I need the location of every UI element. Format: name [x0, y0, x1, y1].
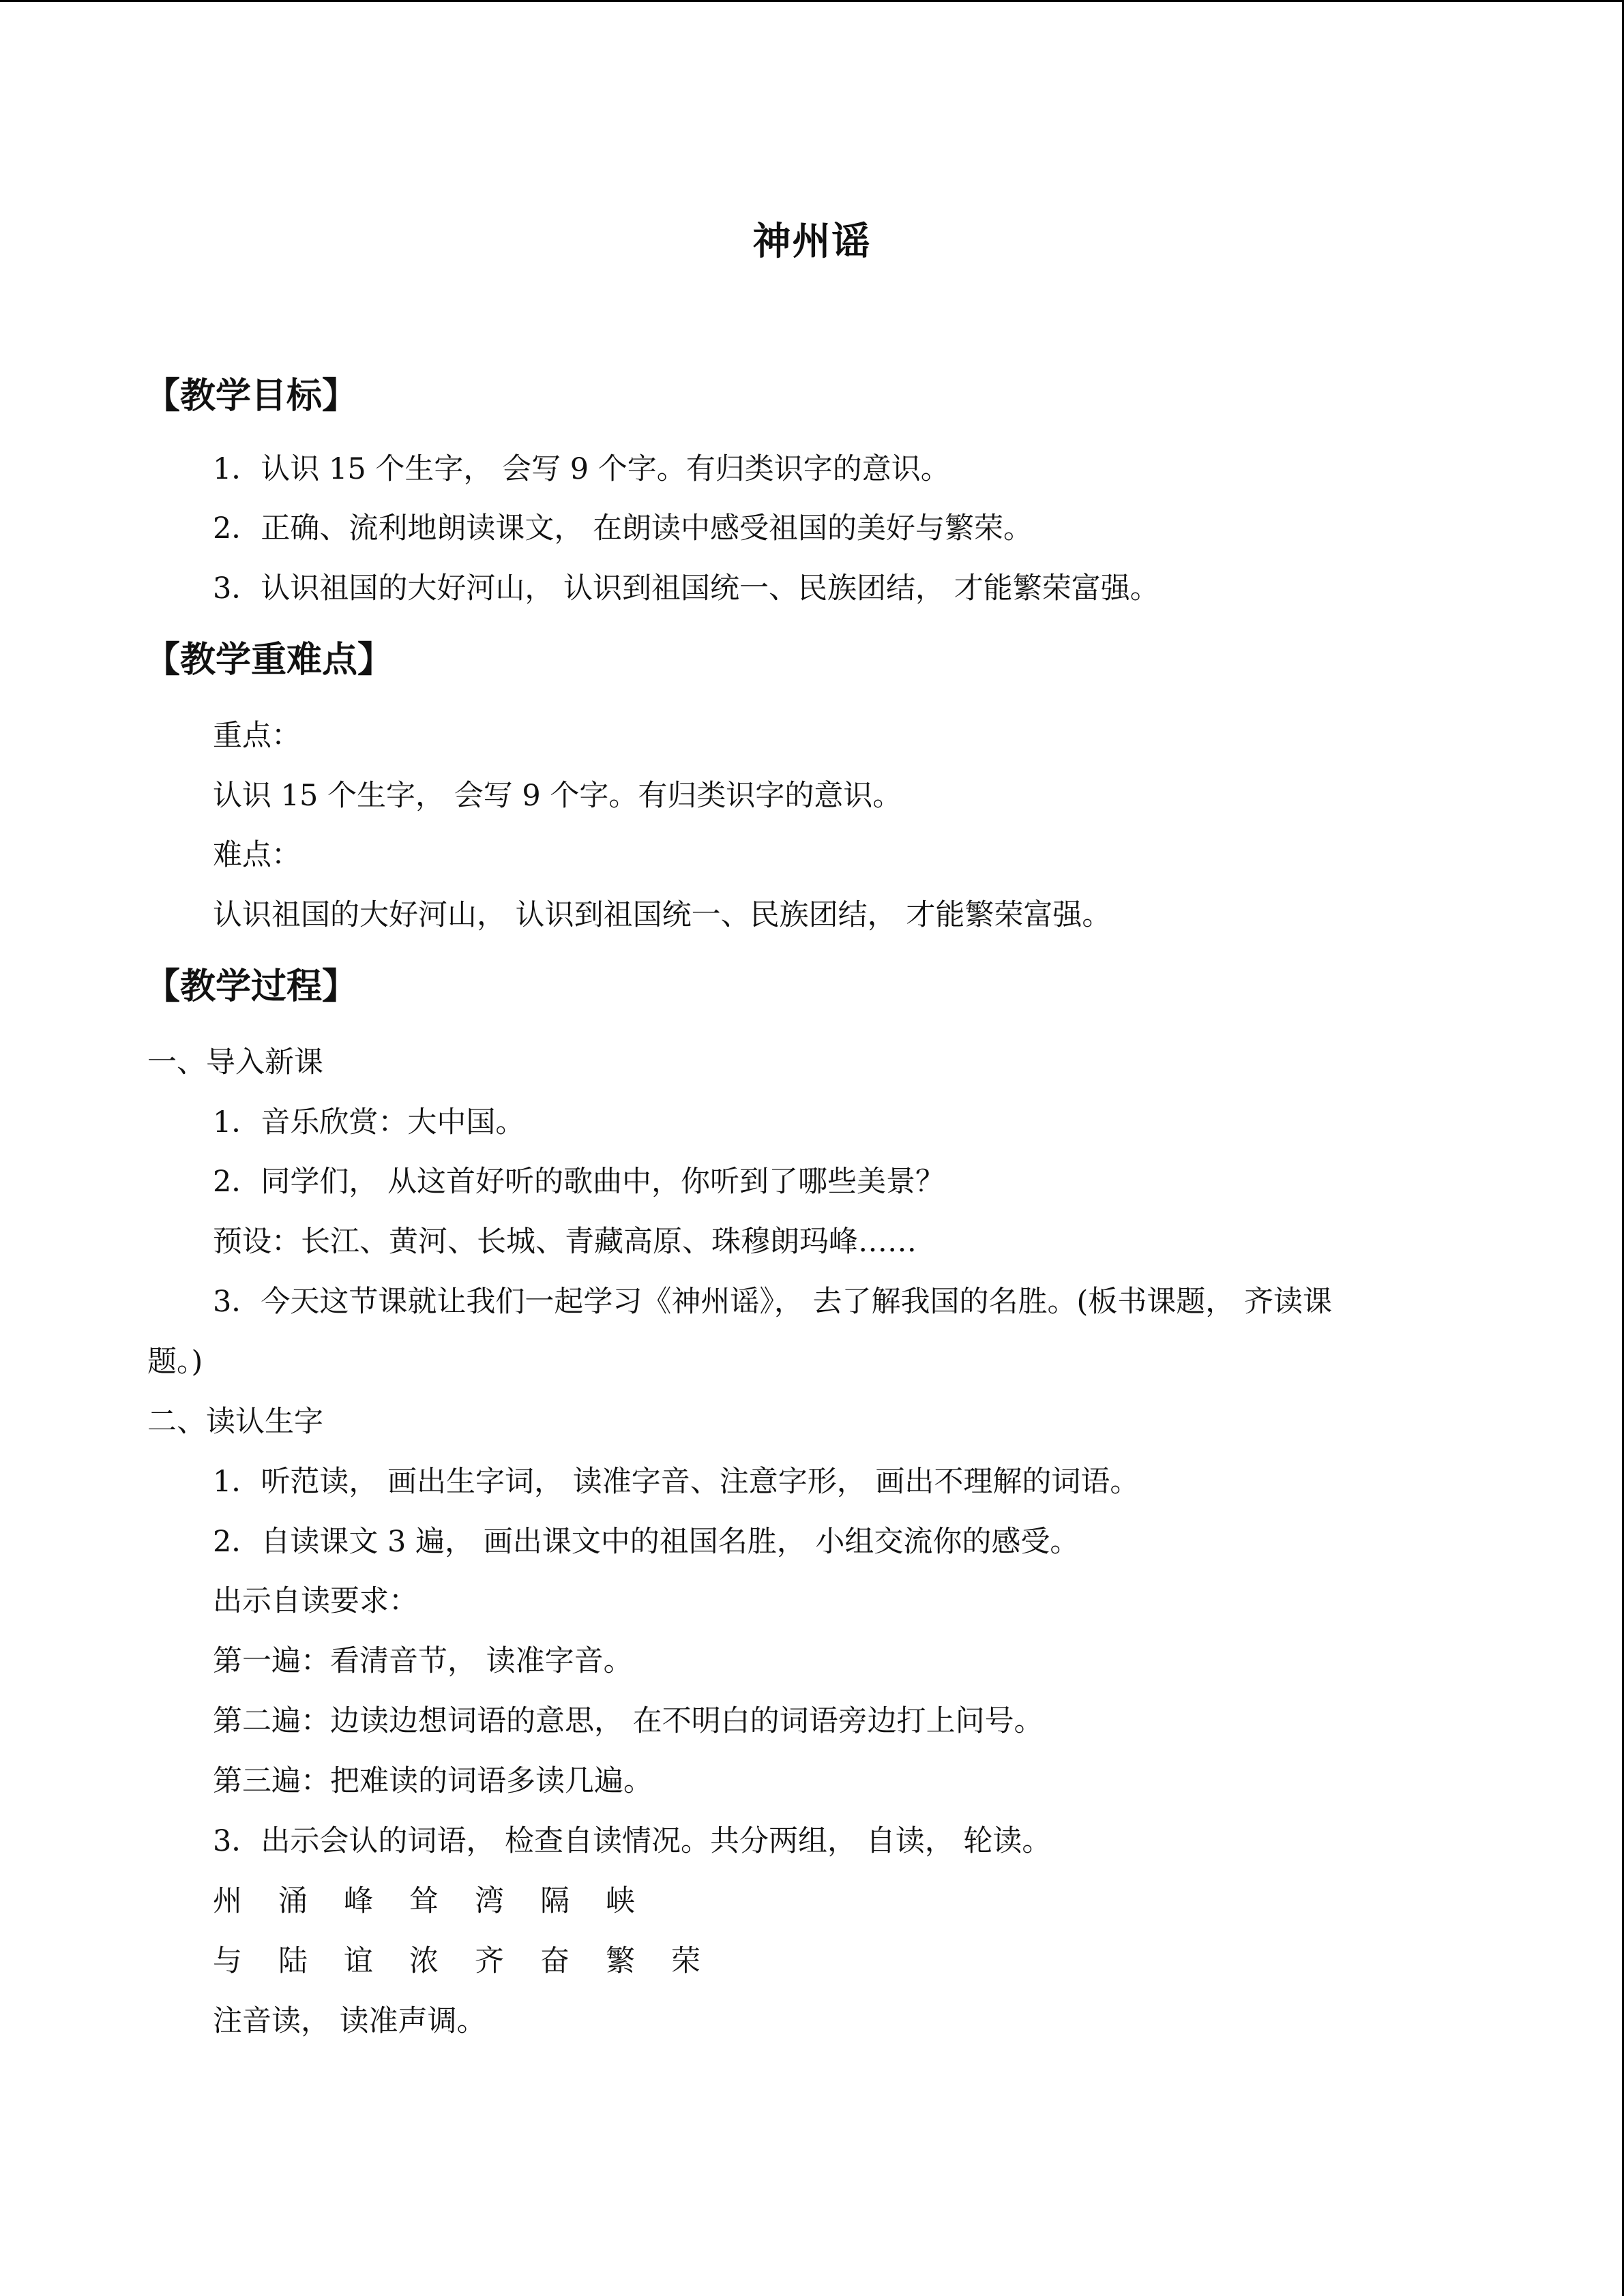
- char-item: 齐: [475, 1944, 504, 1978]
- char-item: 谊: [344, 1944, 373, 1978]
- part2-line-2: 2．自读课文 3 遍， 画出课文中的祖国名胜， 小组交流你的感受。: [213, 1525, 1080, 1559]
- goal-item-1: 1．认识 15 个生字， 会写 9 个字。有归类识字的意识。: [213, 452, 950, 486]
- part2-line-4: 第一遍：看清音节， 读准字音。: [213, 1644, 633, 1678]
- part1-line-1: 1．音乐欣赏：大中国。: [213, 1105, 525, 1139]
- goal-item-3: 3．认识祖国的大好河山， 认识到祖国统一、民族团结， 才能繁荣富强。: [213, 571, 1160, 606]
- char-item: 峡: [606, 1884, 635, 1918]
- section-heading-key-points: 【教学重难点】: [145, 640, 394, 681]
- char-group-1: [213, 1884, 671, 1918]
- closing-line: 注音读， 读准声调。: [213, 2004, 486, 2038]
- key-text: 认识 15 个生字， 会写 9 个字。有归类识字的意识。: [213, 779, 902, 813]
- char-item: 州: [213, 1884, 242, 1918]
- part1-title: 一、导入新课: [147, 1045, 323, 1079]
- char-item: 奋: [540, 1944, 570, 1978]
- part2-line-6: 第三遍：把难读的词语多读几遍。: [213, 1764, 653, 1798]
- char-item: 耸: [409, 1884, 439, 1918]
- part2-line-3: 出示自读要求：: [213, 1584, 418, 1618]
- page-border-top: [0, 0, 1624, 2]
- part1-line-2: 2．同学们， 从这首好听的歌曲中，你听到了哪些美景？: [213, 1165, 945, 1199]
- char-item: 湾: [475, 1884, 504, 1918]
- char-group-2: [213, 1944, 737, 1978]
- difficult-label: 难点：: [213, 838, 301, 872]
- char-item: 繁: [606, 1944, 635, 1978]
- char-item: 与: [213, 1944, 242, 1978]
- char-item: 峰: [344, 1884, 373, 1918]
- part1-line-4-continued: 题。): [147, 1345, 203, 1379]
- part2-line-5: 第二遍：边读边想词语的意思， 在不明白的词语旁边打上问号。: [213, 1704, 1044, 1738]
- char-item: 涌: [278, 1884, 308, 1918]
- document-title: 神州谣: [752, 220, 872, 264]
- part1-line-4: 3．今天这节课就让我们一起学习《神州谣》， 去了解我国的名胜。(板书课题， 齐读课: [213, 1285, 1332, 1319]
- char-item: 荣: [671, 1944, 700, 1978]
- char-item: 浓: [409, 1944, 439, 1978]
- char-item: 隔: [540, 1884, 570, 1918]
- char-item: 陆: [278, 1944, 308, 1978]
- part2-line-7: 3．出示会认的词语， 检查自读情况。共分两组， 自读， 轮读。: [213, 1824, 1052, 1858]
- key-label: 重点：: [213, 719, 301, 753]
- part1-line-3: 预设：长江、黄河、长城、青藏高原、珠穆朗玛峰……: [213, 1225, 917, 1259]
- section-heading-process: 【教学过程】: [145, 966, 358, 1007]
- part2-line-1: 1．听范读， 画出生字词， 读准字音、注意字形， 画出不理解的词语。: [213, 1465, 1140, 1499]
- part2-title: 二、读认生字: [147, 1405, 323, 1439]
- goal-item-2: 2．正确、流利地朗读课文， 在朗读中感受祖国的美好与繁荣。: [213, 511, 1033, 546]
- difficult-text: 认识祖国的大好河山， 认识到祖国统一、民族团结， 才能繁荣富强。: [213, 898, 1112, 932]
- section-heading-goals: 【教学目标】: [145, 376, 358, 417]
